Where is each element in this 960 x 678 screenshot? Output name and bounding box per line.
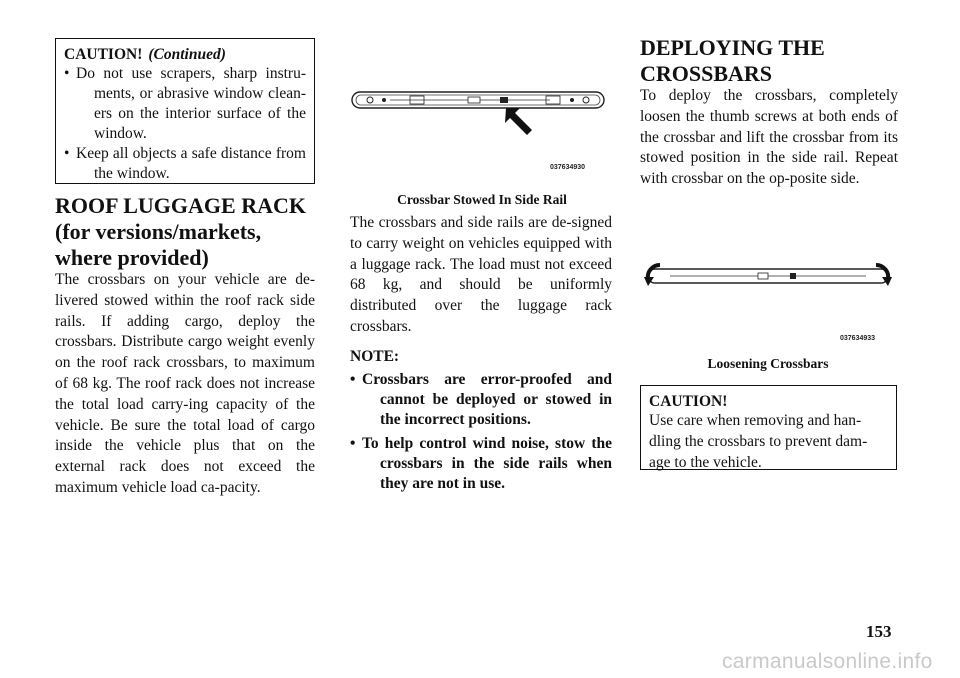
deploying-crossbars-heading: DEPLOYING THE CROSSBARS	[640, 35, 825, 86]
caution-title: CAUTION!	[649, 393, 728, 410]
note-bullet: • To help control wind noise, stow the crossbars in the side rails when they are not in use.	[350, 434, 612, 494]
image-code: 037634933	[840, 335, 876, 342]
loosening-crossbars-figure	[640, 255, 896, 350]
note-list	[350, 370, 612, 498]
caution-bullet: • Do not use scrapers, sharp instru-ments, or abrasive window clean-ers on the interior surface of the window.	[64, 64, 306, 144]
caution-continued-list	[64, 64, 306, 184]
roof-rack-paragraph: The crossbars on your vehicle are de-livered stowed within the roof rack side rails. If adding cargo, deploy the crossbars. Distribute cargo weight evenly on the roof rack crossbars, to maximum of 68 kg. The roof rack does not increase the total load carry-ing capacity of the vehicle. Be sure the total load of cargo inside the vehicle plus that on the external rack does not exceed the maximum vehicle load ca-pacity.	[55, 271, 315, 496]
crossbar-stowed-illustration	[350, 82, 614, 172]
figure-caption-loosening-crossbars: Loosening Crossbars	[707, 356, 829, 371]
deploying-paragraph: To deploy the crossbars, completely loosen the thumb screws at both ends of the crossbar and lift the crossbar from its stowed position in the side rail. Repeat with crossbar on the op-posite side.	[640, 87, 898, 188]
note-label: NOTE:	[350, 348, 400, 365]
caution-box	[640, 385, 897, 470]
page-number: 153	[866, 622, 892, 641]
caution-continued-title: CAUTION! (Continued)	[64, 46, 226, 63]
crossbars-paragraph: The crossbars and side rails are de-signed to carry weight on vehicles equipped with a luggage rack. The load must not exceed 68 kg, and should be uniformly distributed over the luggage rack crossbars.	[350, 214, 612, 335]
roof-luggage-rack-heading: ROOF LUGGAGE RACK (for versions/markets, where provided)	[55, 193, 306, 270]
arrow-icon	[505, 108, 532, 135]
caution-continued-box	[55, 38, 315, 184]
image-code: 037634930	[550, 164, 586, 171]
caution-bullet: • Keep all objects a safe distance from the window.	[64, 144, 306, 184]
note-bullet: • Crossbars are error-proofed and cannot be deployed or stowed in the incorrect positions.	[350, 370, 612, 430]
watermark: carmanualsonline.info	[722, 650, 933, 673]
figure-caption-crossbar-stowed: Crossbar Stowed In Side Rail	[397, 192, 567, 207]
caution-text: Use care when removing and han-dling the crossbars to prevent dam-age to the vehicle.	[649, 412, 868, 471]
crossbar-stowed-figure	[350, 82, 614, 172]
